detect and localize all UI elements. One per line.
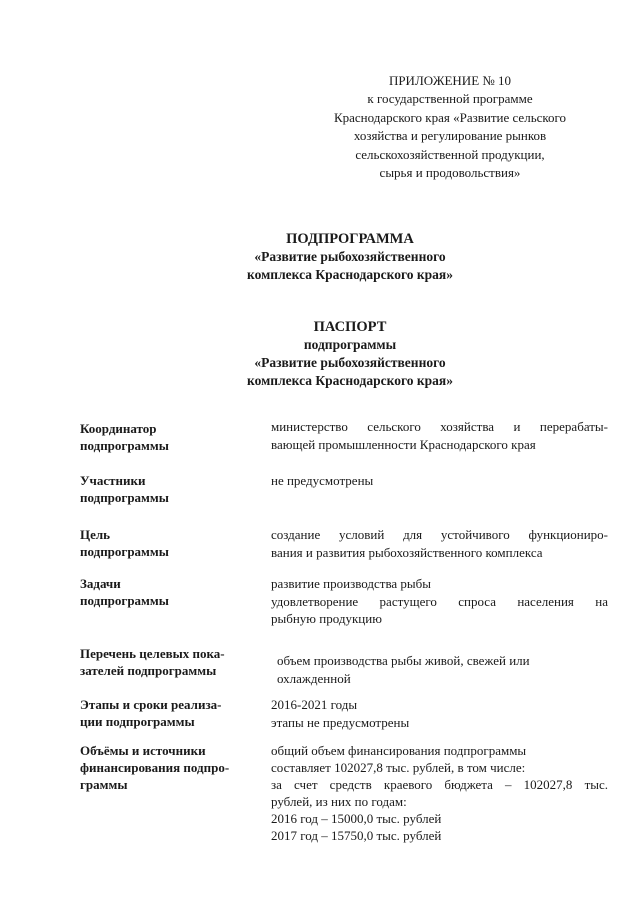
row-label-line: Этапы и сроки реализа- — [80, 697, 222, 712]
row-label-line: ции подпрограммы — [80, 714, 195, 729]
row-value — [271, 575, 608, 628]
row-label — [80, 472, 250, 506]
row-value — [271, 472, 608, 490]
row-value-line: 2016-2021 годы — [271, 697, 358, 712]
row-label-line: подпрограммы — [80, 438, 169, 453]
row-label-line: Задачи — [80, 576, 121, 591]
annex-line: сельскохозяйственной продукции, — [355, 146, 545, 162]
row-value-line: общий объем финансирования подпрограммы — [271, 743, 527, 758]
row-label-line: Цель — [80, 527, 111, 542]
annex-line: ПРИЛОЖЕНИЕ № 10 — [388, 73, 512, 88]
row-value — [277, 652, 614, 687]
row-value-line: 2017 год – 15750,0 тыс. рублей — [271, 828, 442, 843]
passport-name-line: комплекса Краснодарского края» — [247, 373, 453, 388]
annex-line: хозяйства и регулирование рынков — [353, 128, 547, 144]
passport-sub: подпрограммы — [303, 337, 397, 352]
subprogram-heading: ПОДПРОГРАММА — [286, 231, 414, 247]
row-label — [80, 420, 250, 454]
row-label-line: подпрограммы — [80, 490, 169, 505]
row-label — [80, 575, 250, 609]
annex-line: сырья и продовольствия» — [379, 165, 521, 181]
row-label-line: подпрограммы — [80, 593, 169, 608]
row-label — [80, 645, 250, 679]
row-value-line: удовлетворение растущего спроса населения на — [271, 593, 608, 609]
row-label — [80, 526, 250, 560]
row-label-line: финансирования подпро- — [80, 760, 230, 775]
row-value-line: развитие производства рыбы — [271, 576, 432, 591]
row-value — [271, 526, 608, 561]
row-value-line: за счет средств краевого бюджета – 102027,8 тыс. — [271, 777, 608, 792]
row-value-line: не предусмотрены — [271, 473, 374, 488]
row-value-line: рыбную продукцию — [271, 611, 382, 626]
row-label-line: Объёмы и источники — [80, 743, 206, 758]
row-value-line: вающей промышленности Краснодарского края — [271, 436, 536, 452]
row-value-line: 2016 год – 15000,0 тыс. рублей — [271, 811, 442, 826]
row-value-line: вания и развития рыбохозяйственного комплекса — [271, 544, 543, 560]
annex-line: Краснодарского края «Развитие сельского — [333, 109, 567, 125]
row-value — [271, 418, 608, 453]
row-label-line: зателей подпрограммы — [80, 663, 217, 678]
row-label — [80, 742, 250, 793]
row-label-line: подпрограммы — [80, 544, 169, 559]
row-label-line: Перечень целевых пока- — [80, 646, 225, 661]
annex-line: к государственной программе — [367, 91, 533, 107]
row-value — [271, 696, 608, 731]
row-value-line: этапы не предусмотрены — [271, 714, 410, 730]
subprogram-name-line: «Развитие рыбохозяйственного — [254, 249, 446, 264]
passport-heading: ПАСПОРТ — [313, 319, 387, 335]
row-value-line: рублей, из них по годам: — [271, 794, 407, 809]
row-value-line: объем производства рыбы живой, свежей или — [277, 653, 530, 668]
row-label-line: Участники — [80, 473, 146, 488]
subprogram-name-line: комплекса Краснодарского края» — [247, 267, 453, 282]
passport-name-line: «Развитие рыбохозяйственного — [254, 355, 446, 370]
subprogram-title — [200, 230, 500, 284]
row-value-line: создание условий для устойчивого функциониро- — [271, 527, 608, 542]
passport-title — [200, 318, 500, 390]
row-value-line: министерство сельского хозяйства и перерабаты- — [271, 419, 608, 434]
annex-header — [300, 72, 600, 182]
row-label — [80, 696, 250, 730]
row-label-line: Координатор — [80, 421, 157, 436]
row-value-line: охлажденной — [277, 670, 351, 686]
row-value-line: составляет 102027,8 тыс. рублей, в том числе: — [271, 760, 526, 775]
row-value — [271, 742, 608, 844]
row-label-line: граммы — [80, 777, 128, 792]
